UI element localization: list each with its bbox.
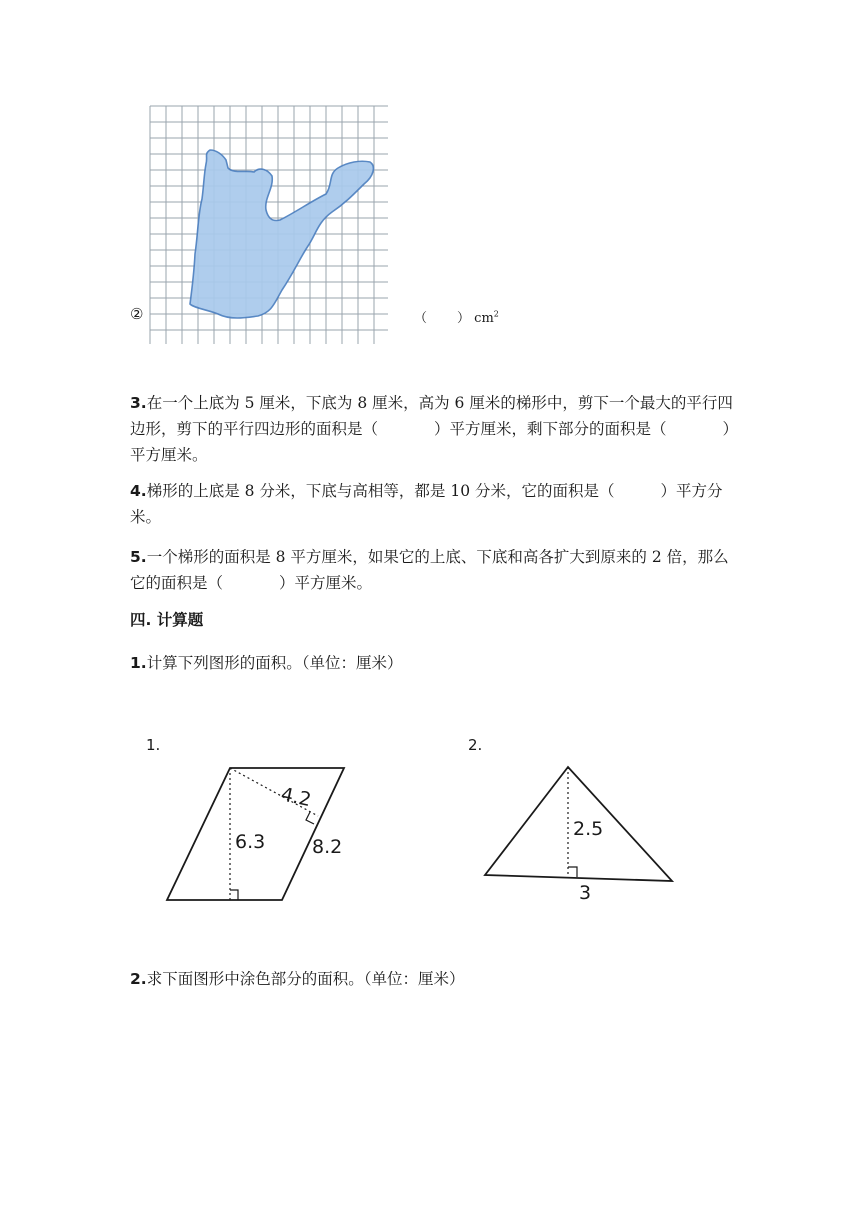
question-text-a: 在一个上底为 5 厘米，下底为 8 厘米，高为 6 厘米的梯形中，剪下一个最大的平行四边形，剪下的平行四边形的面积是（ xyxy=(130,394,733,438)
answer-blank xyxy=(414,307,499,326)
paren-close: ） xyxy=(457,311,471,326)
question-4 xyxy=(130,478,730,530)
question-5 xyxy=(130,544,730,596)
dimension-label: 3 xyxy=(579,882,592,904)
triangle-figure xyxy=(465,728,685,913)
question-text: 计算下列图形的面积。（单位：厘米） xyxy=(146,654,403,672)
unit-exponent: 2 xyxy=(493,309,499,319)
question-number: 1. xyxy=(130,654,147,672)
dimension-label: 2.5 xyxy=(573,818,604,840)
question-number: 5. xyxy=(130,548,147,566)
dimension-label: 8.2 xyxy=(312,836,343,858)
parallelogram-figure xyxy=(140,728,370,913)
question-text-b: ）平方厘米。 xyxy=(279,574,373,592)
calc-question-2 xyxy=(130,966,730,992)
right-angle-mark xyxy=(230,890,238,900)
question-number: 4. xyxy=(130,482,147,500)
grid-figure xyxy=(148,104,388,344)
question-text-a: 一个梯形的面积是 8 平方厘米，如果它的上底、下底和高各扩大到原来的 2 倍，那么它的面积是（ xyxy=(130,548,729,592)
question-text-b: ）平方厘米，剩下部分的面积是（ xyxy=(434,420,667,438)
figure-label: 2. xyxy=(468,736,483,754)
question-number: 3. xyxy=(130,394,147,412)
section-title: 四. 计算题 xyxy=(130,611,204,629)
dimension-label: 4.2 xyxy=(278,783,314,812)
question-text-c: ）平方厘米。 xyxy=(130,420,731,464)
calc-question-1 xyxy=(130,650,730,676)
figure-label: 1. xyxy=(146,736,161,754)
question-text-a: 梯形的上底是 8 分米，下底与高相等，都是 10 分米，它的面积是（ xyxy=(146,482,615,500)
question-number: 2. xyxy=(130,970,147,988)
item-marker: ② xyxy=(130,305,144,323)
right-angle-mark xyxy=(306,812,314,824)
question-text: 求下面图形中涂色部分的面积。（单位：厘米） xyxy=(146,970,465,988)
right-angle-mark xyxy=(568,867,577,877)
unit: cm xyxy=(474,311,494,326)
question-3 xyxy=(130,390,735,468)
dimension-label: 6.3 xyxy=(235,831,266,853)
paren-open: （ xyxy=(414,311,428,326)
question-text-b: ）平方分米。 xyxy=(130,482,723,526)
